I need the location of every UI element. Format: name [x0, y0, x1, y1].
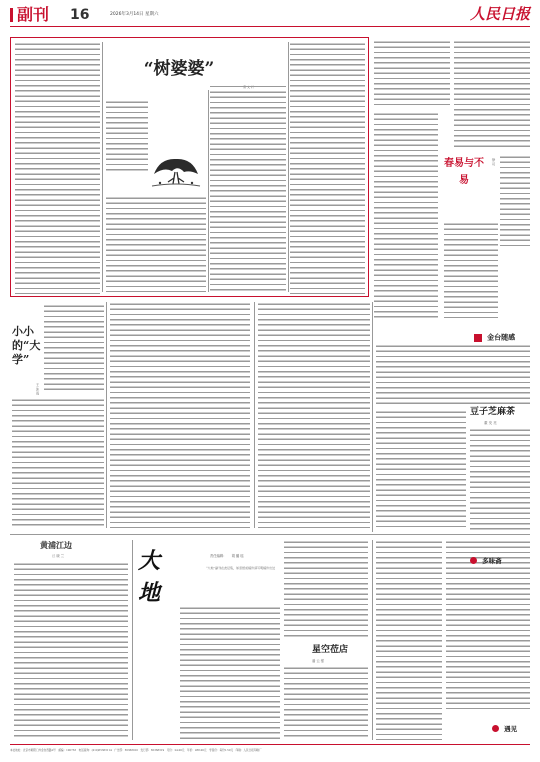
section-mark	[10, 8, 13, 22]
dadi-body-a	[180, 606, 280, 740]
lead-body-col1	[15, 42, 100, 294]
lead-body-col5	[290, 42, 365, 294]
center-vertical-text-b	[258, 302, 370, 528]
center-vertical-text-a	[110, 302, 250, 528]
mid-right-body-a	[376, 344, 530, 404]
editor-label: 责任编辑：	[210, 554, 227, 558]
editor-info	[210, 542, 270, 561]
poem-title: 黄浦江边	[40, 540, 72, 550]
col-divider	[254, 302, 255, 528]
series-label-yujian	[492, 718, 532, 737]
paper-logo: 人民日报	[469, 5, 530, 23]
mid-right-body-c	[470, 428, 530, 530]
right-essay-body-b	[454, 40, 530, 150]
right-essay-title: 春易与不易	[444, 158, 484, 186]
bottom-right-body-b	[376, 540, 442, 740]
col-divider	[208, 90, 209, 292]
col-divider	[372, 302, 373, 532]
mid-right-author: 董 发 亮	[484, 421, 497, 425]
poem-body	[14, 562, 128, 740]
section-title: 副刊	[17, 5, 50, 24]
flower-icon	[492, 725, 499, 732]
lead-body-col3	[106, 196, 206, 292]
dadi-logo: 大地	[138, 548, 161, 606]
series-label-jintai	[474, 327, 532, 341]
page-number: 16	[70, 7, 90, 23]
poem-author: 丘 晓 兰	[52, 554, 64, 558]
right-essay-author: 徐 可	[492, 158, 496, 167]
footer-info: 本社地址：北京市朝阳门外金台西路2号 邮编：100733 电话查询：(010)65363114 广告部：65368910 发行部：65368319 月价：24.00元 年价：288.00元 零售价：每份1.50元 印刷：人民日报印刷厂	[10, 749, 262, 752]
series-label-duoweizhai	[470, 550, 530, 569]
section-rule	[10, 534, 530, 535]
col-divider	[102, 42, 103, 292]
gold-square-icon	[474, 334, 482, 342]
masthead-rule	[10, 26, 530, 27]
mid-right-title: 豆子芝麻茶	[470, 407, 516, 417]
tree-illustration	[150, 152, 202, 192]
col-divider	[106, 302, 107, 528]
masthead	[10, 5, 530, 25]
flower-icon	[470, 557, 477, 564]
lead-body-col2	[106, 100, 148, 174]
series-name: 多味斋	[482, 557, 502, 565]
right-essay-body-d	[500, 155, 530, 250]
col-rule	[210, 86, 286, 87]
bottom-right-body-a	[284, 666, 368, 740]
col-divider	[288, 42, 289, 292]
dadi-note: “大地”副刊在此征集，如需纸质稿件请写明稿件出处	[206, 566, 276, 570]
col-divider	[372, 540, 373, 740]
editor-name: 胡 璐 瑶	[231, 554, 244, 558]
series-name: 金台随感	[487, 332, 516, 342]
series-name: 遇见	[504, 725, 518, 733]
lead-title: “树婆婆”	[143, 59, 215, 79]
right-essay-body-a	[374, 40, 450, 108]
right-essay-body-c	[374, 112, 438, 320]
bottom-right-title: 星空莅店	[311, 645, 348, 655]
left-article-author: 王 沐 雨	[35, 383, 39, 395]
lead-body-col4	[210, 90, 286, 292]
left-article-title: 小小的“大学”	[12, 325, 41, 366]
issue-date: 2026年3月14日 星期六	[110, 12, 159, 17]
left-article-body-top	[44, 304, 104, 394]
dadi-body-b	[284, 540, 368, 640]
lead-author: 曹 文 轩	[243, 85, 254, 89]
mid-right-body-b	[376, 410, 466, 530]
footer-rule	[10, 744, 530, 745]
left-article-body	[12, 398, 104, 526]
bottom-right-author: 潘 云 强	[312, 659, 324, 663]
col-divider	[132, 540, 133, 740]
right-essay-body-e	[444, 222, 498, 318]
